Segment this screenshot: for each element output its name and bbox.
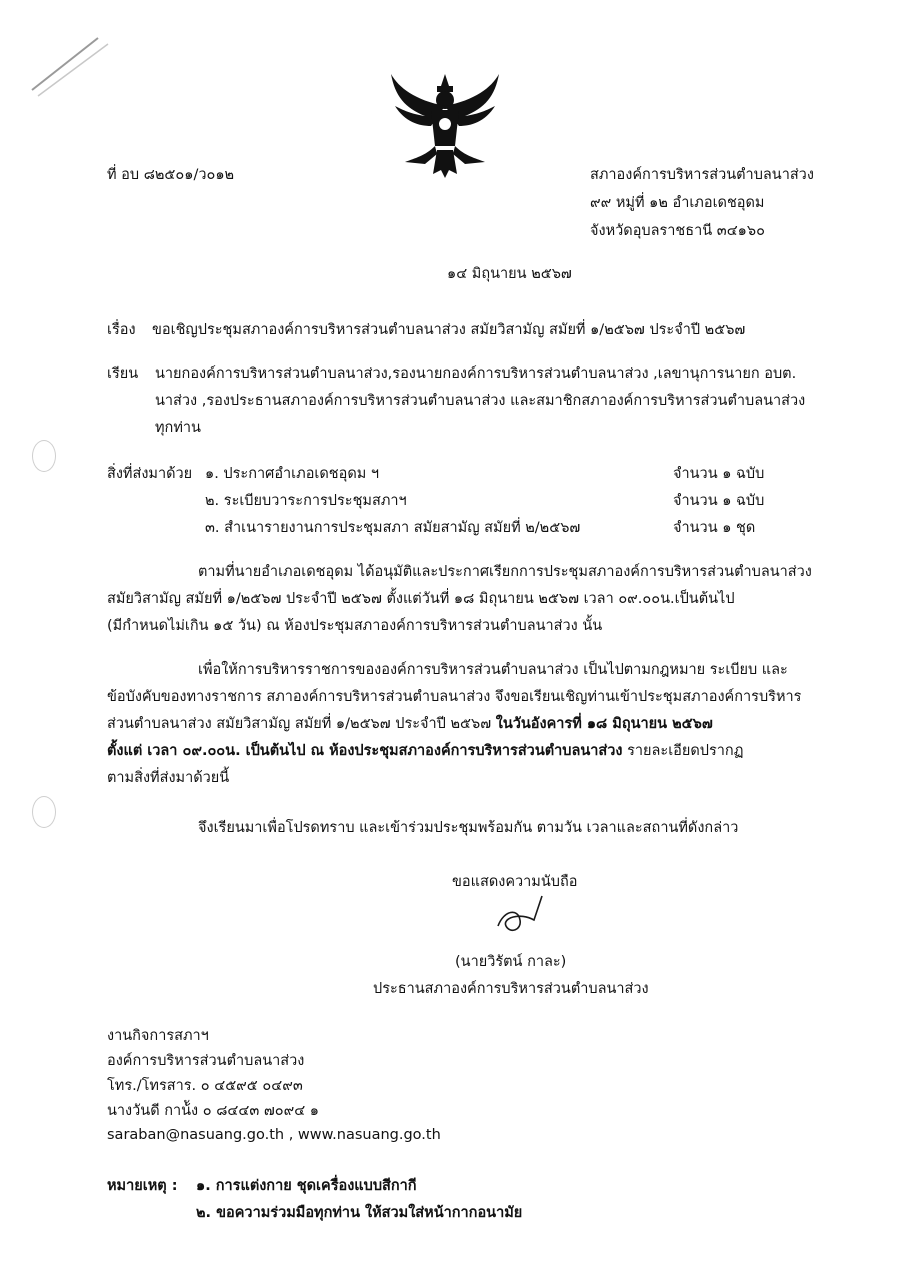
punch-hole-top (32, 440, 56, 472)
remark-label: หมายเหตุ : (107, 1178, 178, 1194)
document-number: ที่ อบ ๘๒๕๐๑/ว๐๑๒ (107, 167, 235, 183)
addressee-line-2: นาส่วง ,รองประธานสภาองค์การบริหารส่วนตำบลนาส่วง และสมาชิกสภาองค์การบริหารส่วนตำบลนาส่วง (155, 393, 806, 409)
scan-mark (28, 30, 118, 110)
enclosure-qty-1: จำนวน ๑ ฉบับ (673, 466, 765, 482)
remark-item-2: ๒. ขอความร่วมมือทุกท่าน ให้สวมใส่หน้ากากอนามัย (196, 1205, 523, 1221)
para2-line-4-text: รายละเอียดปรากฏ (622, 743, 744, 759)
remark-item-1: ๑. การแต่งกาย ชุดเครื่องแบบสีกากี (196, 1178, 417, 1194)
addressee-line-3: ทุกท่าน (155, 420, 201, 436)
punch-hole-bottom (32, 796, 56, 828)
sender-line-2: ๙๙ หมู่ที่ ๑๒ อำเภอเดชอุดม (590, 195, 765, 211)
enclosure-qty-2: จำนวน ๑ ฉบับ (673, 493, 765, 509)
para2-line-1: เพื่อให้การบริหารราชการขององค์การบริหารส่วนตำบลนาส่วง เป็นไปตามกฎหมาย ระเบียบ และ (198, 662, 788, 678)
subject-text: ขอเชิญประชุมสภาองค์การบริหารส่วนตำบลนาส่วง สมัยวิสามัญ สมัยที่ ๑/๒๕๖๗ ประจำปี ๒๕๖๗ (152, 322, 746, 338)
contact-dept: งานกิจการสภาฯ (107, 1028, 209, 1044)
signer-name: (นายวิรัตน์ กาละ) (455, 954, 567, 970)
meeting-date-bold: ในวันอังคารที่ ๑๘ มิถุนายน ๒๕๖๗ (495, 716, 713, 732)
enclosures-label: สิ่งที่ส่งมาด้วย (107, 466, 193, 482)
sender-line-1: สภาองค์การบริหารส่วนตำบลนาส่วง (590, 167, 814, 183)
para2-line-2: ข้อบังคับของทางราชการ สภาองค์การบริหารส่วนตำบลนาส่วง จึงขอเรียนเชิญท่านเข้าประชุมสภาองค์การบริหาร (107, 689, 802, 705)
addressee-label: เรียน (107, 366, 139, 382)
signer-title: ประธานสภาองค์การบริหารส่วนตำบลนาส่วง (373, 981, 649, 997)
sender-line-3: จังหวัดอุบลราชธานี ๓๔๑๖๐ (590, 223, 765, 239)
closing: ขอแสดงความนับถือ (452, 874, 578, 890)
meeting-time-place-bold: ตั้งแต่ เวลา ๐๙.๐๐น. เป็นต้นไป ณ ห้องประชุมสภาองค์การบริหารส่วนตำบลนาส่วง (107, 743, 623, 759)
para2-line-3 (107, 712, 713, 735)
contact-web: saraban@nasuang.go.th , www.nasuang.go.th (107, 1127, 441, 1143)
enclosure-qty-3: จำนวน ๑ ชุด (673, 520, 756, 536)
garuda-emblem (385, 66, 505, 186)
enclosure-item-3: ๓. สำเนารายงานการประชุมสภา สมัยสามัญ สมัยที่ ๒/๒๕๖๗ (205, 520, 581, 536)
para3: จึงเรียนมาเพื่อโปรดทราบ และเข้าร่วมประชุมพร้อมกัน ตามวัน เวลาและสถานที่ดังกล่าว (198, 820, 739, 836)
contact-org: องค์การบริหารส่วนตำบลนาส่วง (107, 1053, 305, 1069)
document-date: ๑๔ มิถุนายน ๒๕๖๗ (447, 266, 572, 282)
para2-line-4 (107, 739, 743, 762)
subject-label: เรื่อง (107, 322, 136, 338)
contact-phone: โทร./โทรสาร. ๐ ๔๕๙๕ ๐๔๙๓ (107, 1078, 303, 1094)
para1-line-1: ตามที่นายอำเภอเดชอุดม ได้อนุมัติและประกาศเรียกการประชุมสภาองค์การบริหารส่วนตำบลนาส่วง (198, 564, 812, 580)
contact-person: นางวันดี กาน้ัง ๐ ๘๔๔๓ ๗๐๙๔ ๑ (107, 1103, 320, 1119)
addressee-line-1: นายกองค์การบริหารส่วนตำบลนาส่วง,รองนายกองค์การบริหารส่วนตำบลนาส่วง ,เลขานุการนายก อบต. (155, 366, 797, 382)
signature-mark (490, 890, 560, 940)
enclosure-item-1: ๑. ประกาศอำเภอเดชอุดม ฯ (205, 466, 380, 482)
enclosure-item-2: ๒. ระเบียบวาระการประชุมสภาฯ (205, 493, 407, 509)
para1-line-3: (มีกำหนดไม่เกิน ๑๕ วัน) ณ ห้องประชุมสภาองค์การบริหารส่วนตำบลนาส่วง นั้น (107, 618, 603, 634)
para1-line-2: สมัยวิสามัญ สมัยที่ ๑/๒๕๖๗ ประจำปี ๒๕๖๗ ตั้งแต่วันที่ ๑๘ มิถุนายน ๒๕๖๗ เวลา ๐๙.๐๐น.เป็นต้นไป (107, 591, 735, 607)
para2-line-5: ตามสิ่งที่ส่งมาด้วยนี้ (107, 770, 230, 786)
para2-line-3-text: ส่วนตำบลนาส่วง สมัยวิสามัญ สมัยที่ ๑/๒๕๖๗ ประจำปี ๒๕๖๗ (107, 716, 496, 732)
